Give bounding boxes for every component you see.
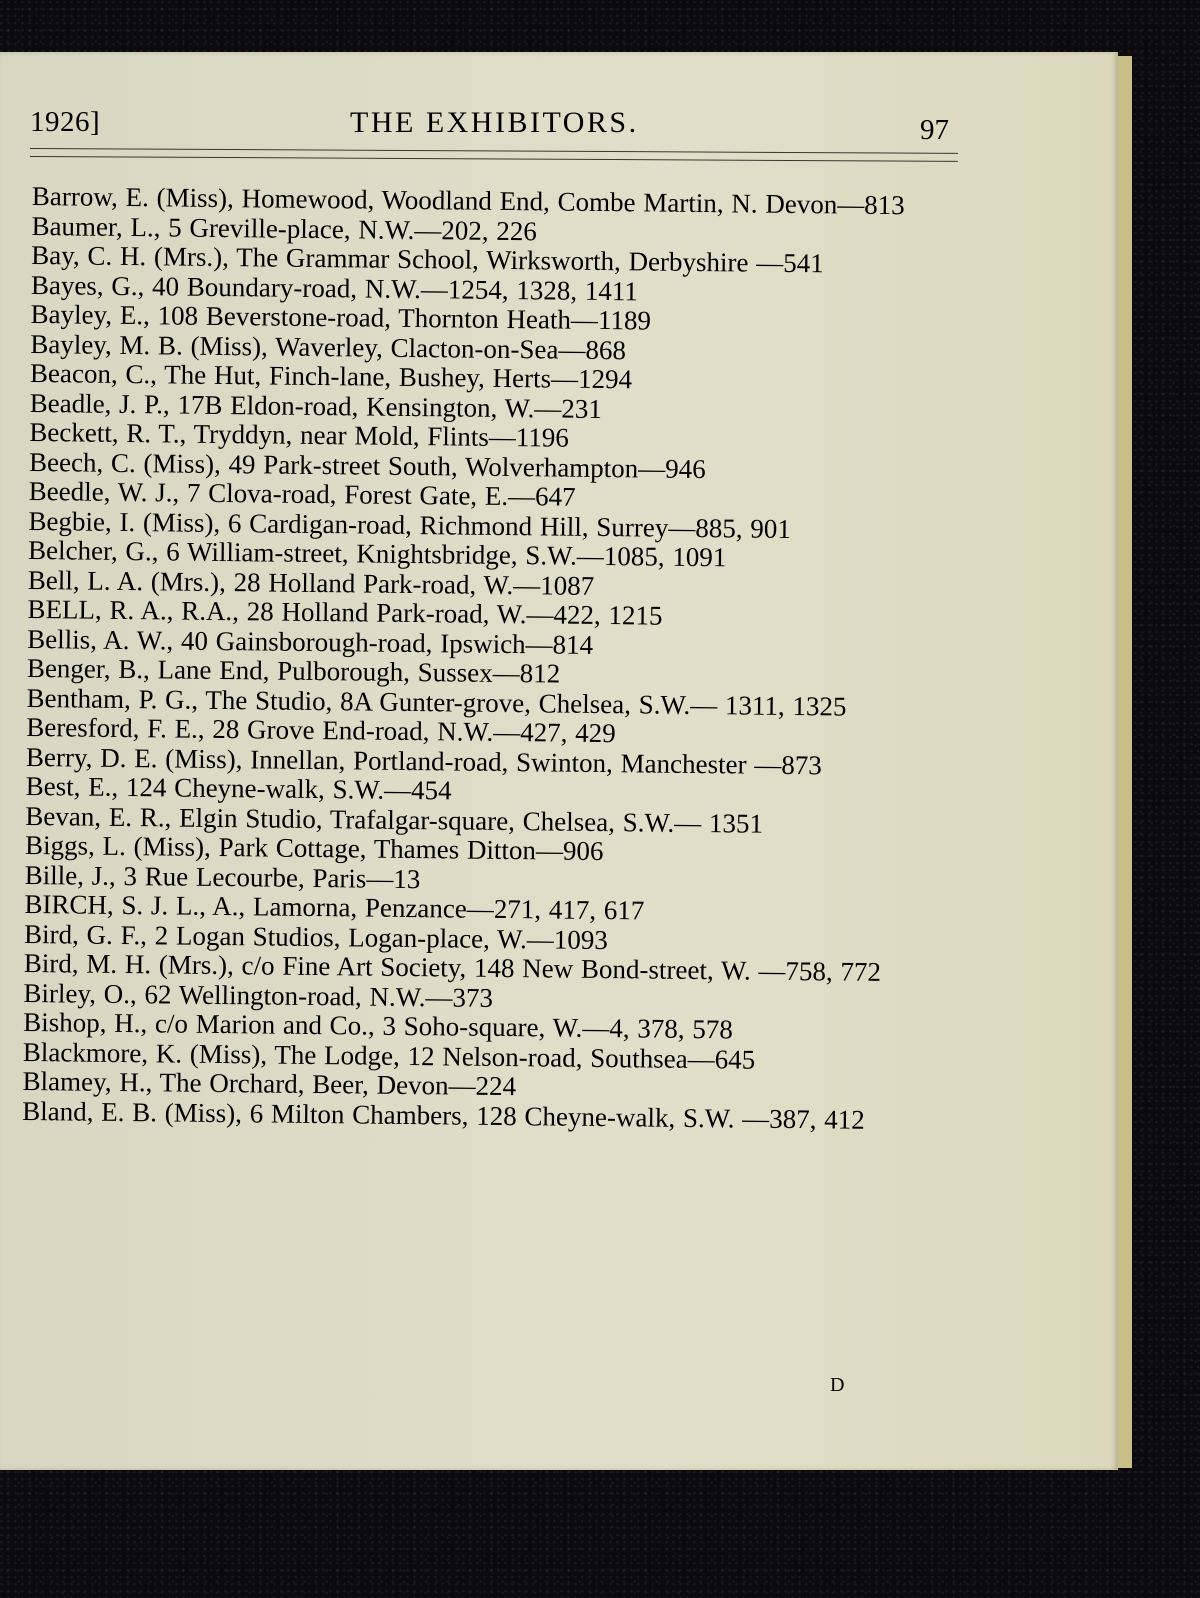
exhibitor-entry: Begbie, I. (Miss), 6 Cardigan-road, Richmond Hill, Surrey—885, 901 [28,505,791,544]
exhibitor-entry: Bird, G. F., 2 Logan Studios, Logan-place, W.—1093 [23,918,609,955]
exhibitor-entry: Bishop, H., c/o Marion and Co., 3 Soho-square, W.—4, 378, 578 [23,1006,734,1045]
exhibitor-entry: Barrow, E. (Miss), Homewood, Woodland End, Combe Martin, N. Devon—813 [31,181,905,221]
exhibitor-entry: Beech, C. (Miss), 49 Park-street South, Wolverhampton—946 [28,446,706,484]
exhibitor-entry: Best, E., 124 Cheyne-walk, S.W.—454 [25,770,452,806]
exhibitor-entry: Belcher, G., 6 William-street, Knightsbridge, S.W.—1085, 1091 [27,534,727,573]
exhibitor-entry: Beacon, C., The Hut, Finch-lane, Bushey, Herts—1294 [29,357,633,395]
exhibitor-entry: Bland, E. B. (Miss), 6 Milton Chambers, 128 Cheyne-walk, S.W. —387, 412 [22,1095,865,1135]
header-year: 1926] [30,106,101,138]
exhibitor-list [22,182,962,1136]
exhibitor-entry: Biggs, L. (Miss), Park Cottage, Thames Ditton—906 [24,829,604,867]
running-head [30,102,960,146]
exhibitor-entry: Bell, L. A. (Mrs.), 28 Holland Park-road, W.—1087 [27,564,595,601]
exhibitor-entry: Bellis, A. W., 40 Gainsborough-road, Ipswich—814 [27,623,594,660]
exhibitor-entry: Birley, O., 62 Wellington-road, N.W.—373 [23,977,494,1013]
exhibitor-entry: Bayley, E., 108 Beverstone-road, Thornton Heath—1189 [30,298,652,336]
exhibitor-entry: Berry, D. E. (Miss), Innellan, Portland-road, Swinton, Manchester —873 [25,741,822,780]
page-number: 97 [920,114,949,146]
exhibitor-entry: Beresford, F. E., 28 Grove End-road, N.W.—427, 429 [26,711,616,749]
exhibitor-entry: Bevan, E. R., Elgin Studio, Trafalgar-square, Chelsea, S.W.— 1351 [25,800,764,839]
signature-mark: D [830,1374,845,1396]
exhibitor-entry: BIRCH, S. J. L., A., Lamorna, Penzance—271, 417, 617 [24,888,645,926]
exhibitor-entry: Bentham, P. G., The Studio, 8A Gunter-grove, Chelsea, S.W.— 1311, 1325 [26,682,847,722]
exhibitor-entry: Bayes, G., 40 Boundary-road, N.W.—1254, 1328, 1411 [30,269,638,306]
exhibitor-entry: Beckett, R. T., Tryddyn, near Mold, Flints—1196 [29,416,570,453]
exhibitor-entry: Bay, C. H. (Mrs.), The Grammar School, Wirksworth, Derbyshire —541 [31,239,824,279]
exhibitor-entry: Benger, B., Lane End, Pulborough, Sussex—812 [26,652,561,689]
exhibitor-entry: Beedle, W. J., 7 Clova-road, Forest Gate, E.—647 [28,475,576,512]
exhibitor-entry: Bille, J., 3 Rue Lecourbe, Paris—13 [24,859,421,894]
exhibitor-entry: Bird, M. H. (Mrs.), c/o Fine Art Society, 148 New Bond-street, W. —758, 772 [23,947,882,987]
exhibitor-entry: BELL, R. A., R.A., 28 Holland Park-road, W.—422, 1215 [27,593,663,631]
exhibitor-entry: Beadle, J. P., 17B Eldon-road, Kensington, W.—231 [29,387,603,424]
exhibitor-entry: Blamey, H., The Orchard, Beer, Devon—224 [22,1065,517,1102]
exhibitor-entry: Bayley, M. B. (Miss), Waverley, Clacton-on-Sea—868 [30,328,627,365]
exhibitor-entry: Blackmore, K. (Miss), The Lodge, 12 Nelson-road, Southsea—645 [22,1036,756,1075]
exhibitor-entry: Baumer, L., 5 Greville-place, N.W.—202, 226 [31,210,537,246]
page-title: THE EXHIBITORS. [350,106,639,139]
